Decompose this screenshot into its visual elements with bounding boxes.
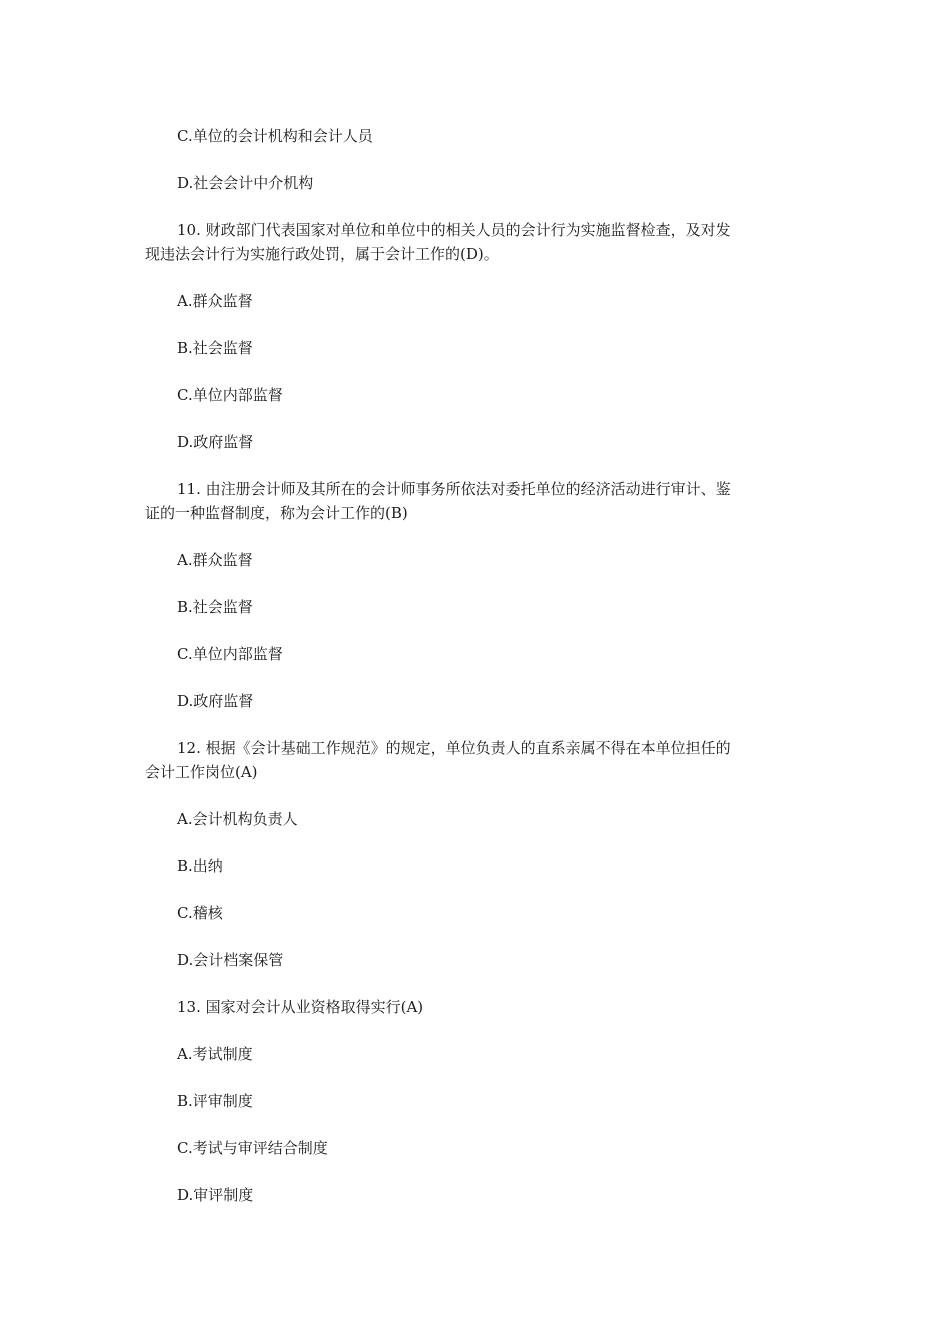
answer-option: A.群众监督 [177, 292, 253, 310]
answer-option: C.单位的会计机构和会计人员 [177, 127, 373, 145]
question-line: 10. 财政部门代表国家对单位和单位中的相关人员的会计行为实施监督检查，及对发 [177, 221, 731, 239]
answer-option: A.群众监督 [177, 551, 253, 569]
question-line: 11. 由注册会计师及其所在的会计师事务所依法对委托单位的经济活动进行审计、鉴 [177, 480, 731, 498]
question-line-continued: 会计工作岗位(A) [145, 763, 258, 781]
answer-option: A.会计机构负责人 [177, 810, 298, 828]
answer-option: B.评审制度 [177, 1092, 253, 1110]
document-body [145, 124, 805, 1230]
answer-option: B.社会监督 [177, 598, 253, 616]
answer-option: D.政府监督 [177, 433, 254, 451]
answer-option: B.社会监督 [177, 339, 253, 357]
answer-option: B.出纳 [177, 857, 223, 875]
answer-option: D.社会会计中介机构 [177, 174, 314, 192]
answer-option: D.审评制度 [177, 1186, 254, 1204]
question-line: 12. 根据《会计基础工作规范》的规定，单位负责人的直系亲属不得在本单位担任的 [177, 739, 731, 757]
question-12 [145, 736, 805, 784]
question-line-continued: 现违法会计行为实施行政处罚，属于会计工作的(D)。 [145, 245, 499, 263]
question-13: 13. 国家对会计从业资格取得实行(A) [177, 998, 424, 1016]
question-10 [145, 218, 805, 266]
answer-option: C.单位内部监督 [177, 645, 283, 663]
answer-option: C.稽核 [177, 904, 223, 922]
question-11 [145, 477, 805, 525]
answer-option: D.会计档案保管 [177, 951, 284, 969]
answer-option: D.政府监督 [177, 692, 254, 710]
answer-option: C.单位内部监督 [177, 386, 283, 404]
question-line-continued: 证的一种监督制度，称为会计工作的(B) [145, 504, 408, 522]
answer-option: A.考试制度 [177, 1045, 253, 1063]
answer-option: C.考试与审评结合制度 [177, 1139, 328, 1157]
